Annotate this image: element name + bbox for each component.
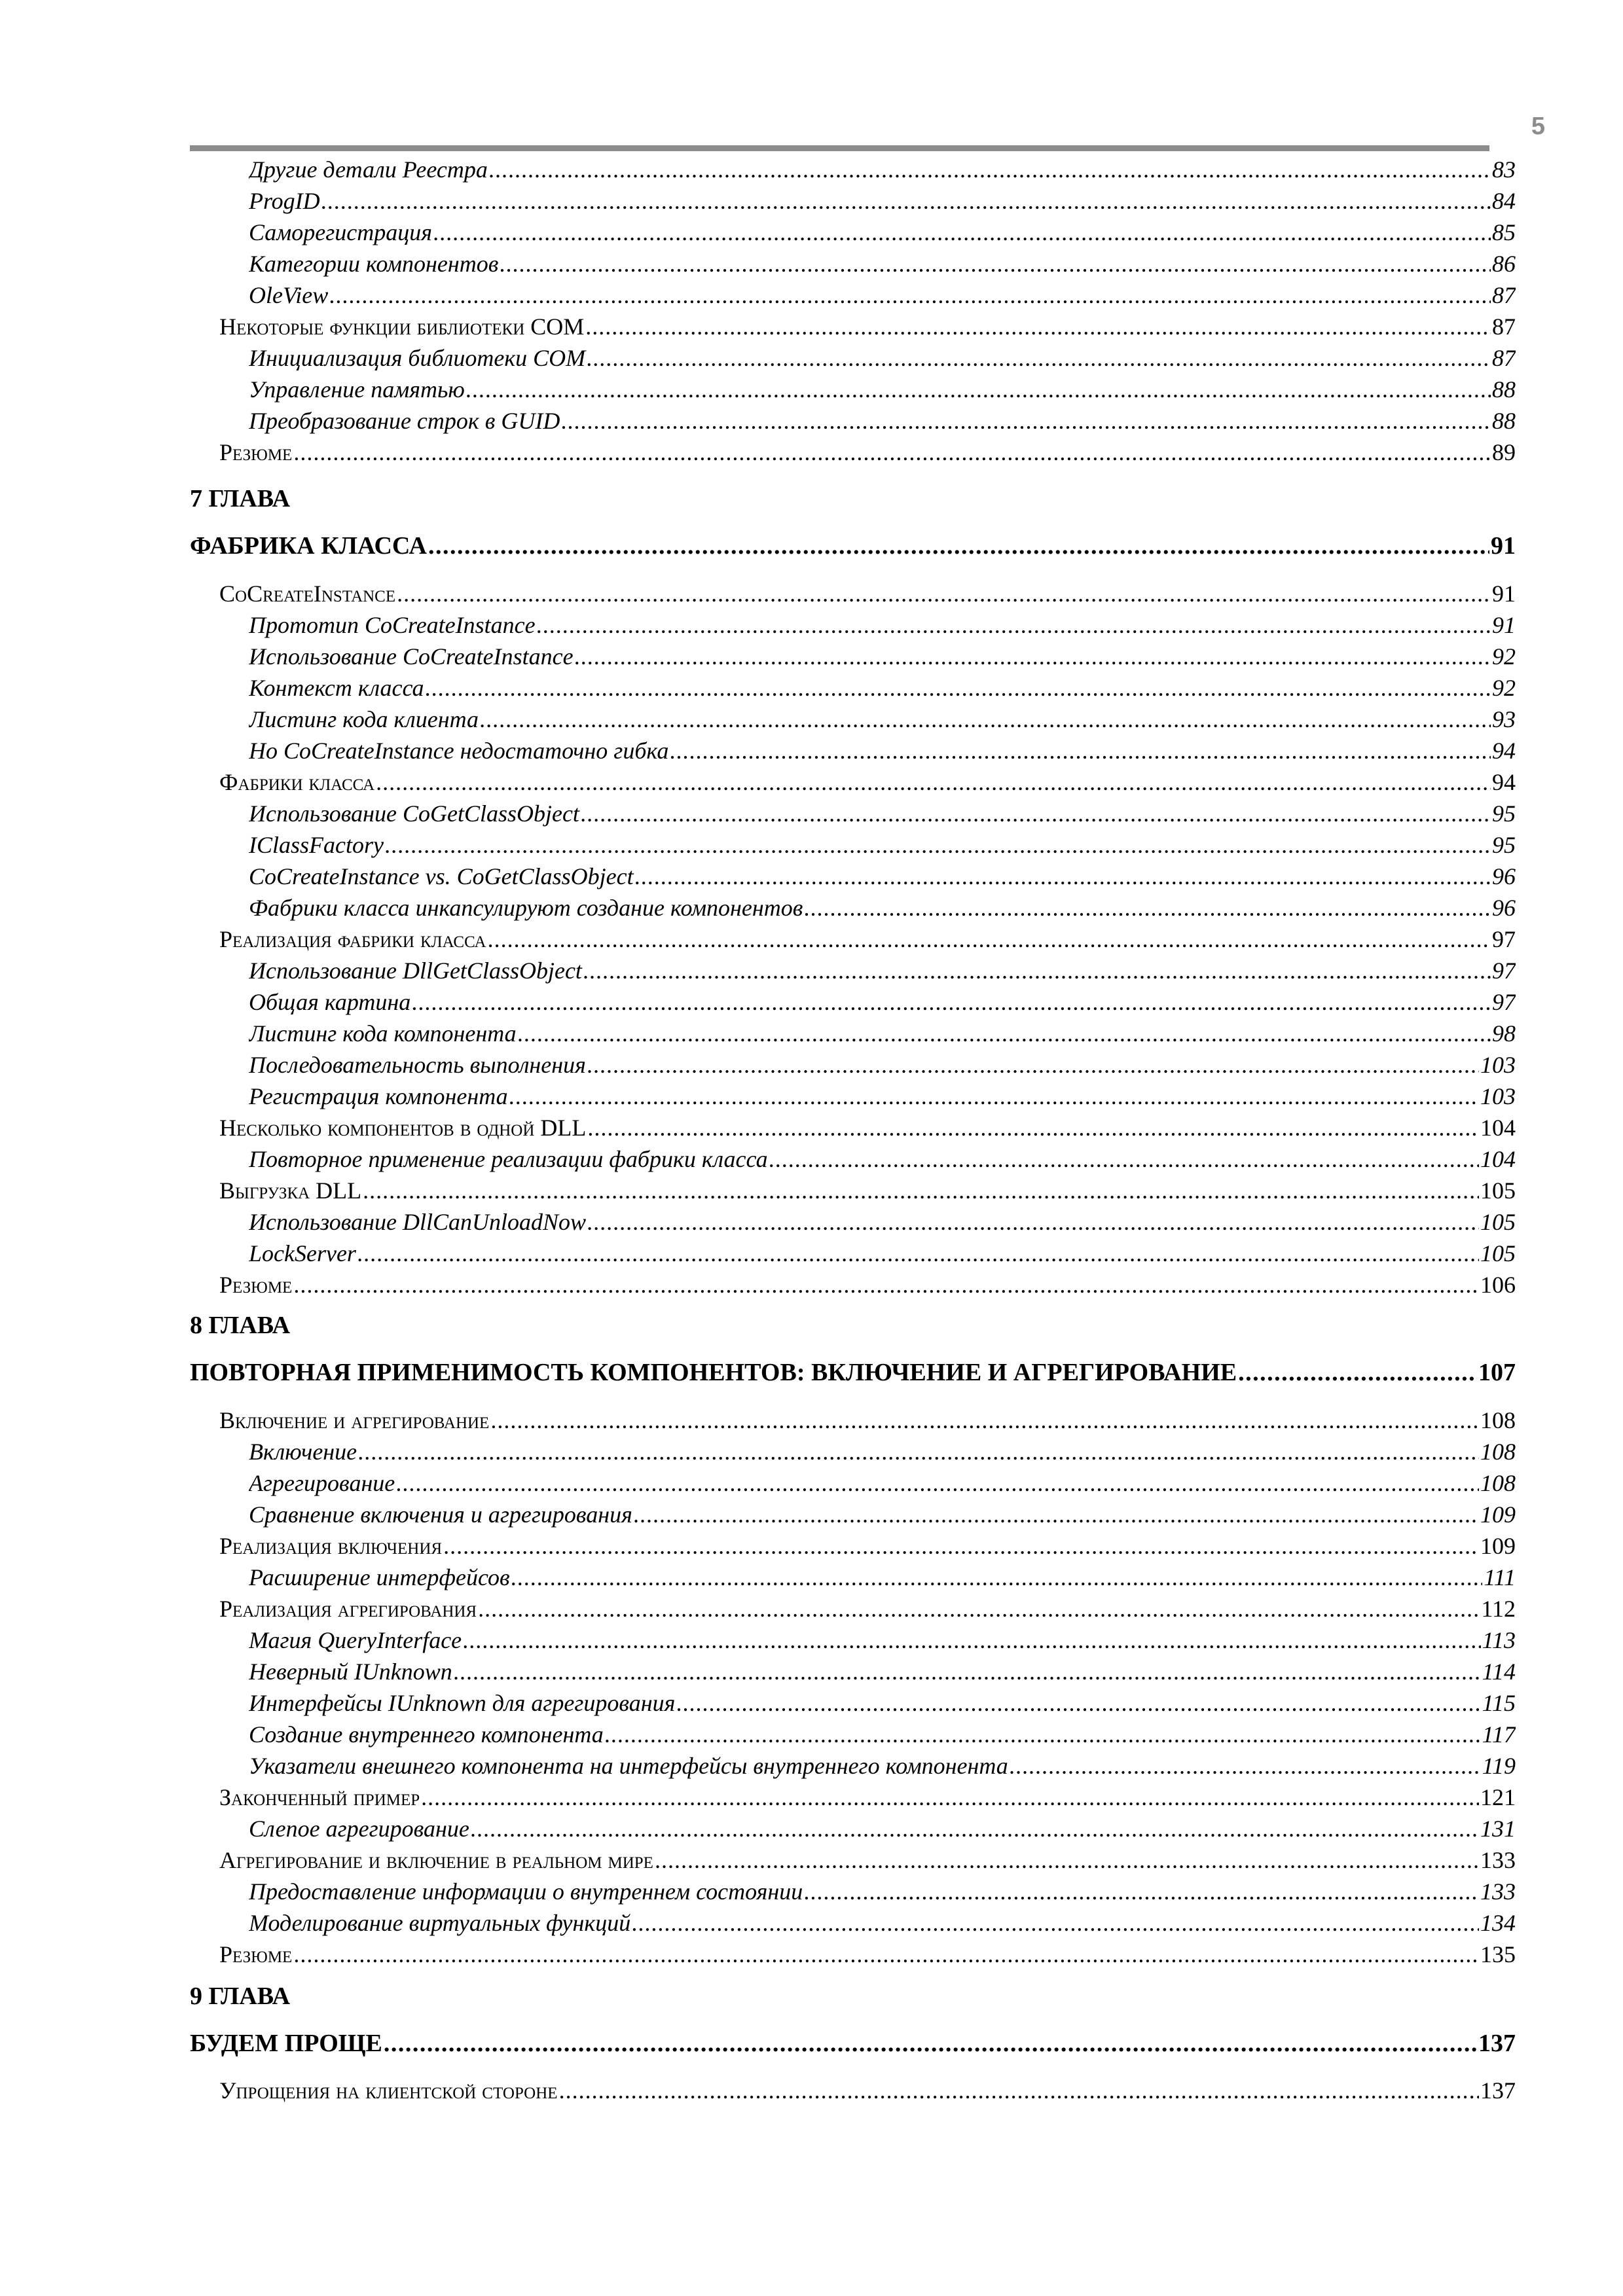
toc-entry[interactable] (249, 1720, 1516, 1749)
toc-entry-page: 105 (1480, 1209, 1516, 1235)
leader-dots (293, 1940, 1479, 1969)
leader-dots (357, 1239, 1479, 1268)
toc-entry-page: 113 (1482, 1627, 1516, 1653)
toc-entry-title: Некоторые функции библиотеки COM (219, 314, 585, 340)
toc-entry-page: 103 (1480, 1083, 1516, 1109)
toc-entry-page: 97 (1492, 989, 1516, 1015)
leader-dots (480, 705, 1491, 734)
leader-dots (397, 579, 1491, 608)
toc-entry-page: 115 (1482, 1690, 1516, 1716)
toc-entry[interactable] (249, 155, 1516, 184)
toc-entry-title: Указатели внешнего компонента на интерфейсы внутреннего компонента (249, 1753, 1008, 1779)
toc-entry[interactable] (249, 1500, 1516, 1529)
toc-entry[interactable] (249, 1469, 1516, 1498)
toc-entry-title: Выгрузка DLL (219, 1177, 362, 1204)
leader-dots (321, 187, 1491, 215)
toc-entry-page: 105 (1480, 1240, 1516, 1266)
toc-entry-page: 92 (1492, 675, 1516, 701)
leader-dots (358, 1437, 1479, 1466)
toc-entry[interactable] (219, 1532, 1516, 1560)
leader-dots (293, 1270, 1479, 1299)
leader-dots (655, 1846, 1479, 1874)
toc-entry-title: ProgID (249, 188, 320, 214)
toc-entry[interactable] (219, 1783, 1516, 1812)
toc-entry-title: Интерфейсы IUnknown для агрегирования (249, 1690, 676, 1716)
leader-dots (605, 1720, 1481, 1749)
toc-entry-page: 108 (1480, 1407, 1516, 1433)
toc-entry[interactable] (249, 281, 1516, 310)
toc-entry[interactable] (249, 1208, 1516, 1236)
leader-dots (426, 673, 1491, 702)
toc-entry[interactable] (249, 705, 1516, 734)
toc-entry-page: 94 (1492, 769, 1516, 795)
toc-entry-title: Регистрация компонента (249, 1083, 508, 1109)
leader-dots (384, 2029, 1477, 2058)
toc-entry-title: Инициализация библиотеки COM (249, 345, 586, 371)
leader-dots (804, 893, 1491, 922)
leader-dots (509, 1082, 1479, 1111)
toc-entry[interactable] (249, 187, 1516, 215)
toc-entry[interactable] (249, 218, 1516, 247)
toc-entry[interactable] (249, 1437, 1516, 1466)
toc-entry-page: 85 (1492, 219, 1516, 245)
leader-dots (632, 1909, 1479, 1937)
toc-entry[interactable] (249, 642, 1516, 671)
toc-entry-page: 134 (1480, 1910, 1516, 1936)
toc-entry[interactable] (219, 1940, 1516, 1969)
toc-entry-page: 112 (1481, 1596, 1516, 1622)
toc-entry-title: Листинг кода клиента (249, 706, 479, 732)
toc-entry[interactable] (219, 768, 1516, 797)
toc-entry-title: Расширение интерфейсов (249, 1564, 510, 1590)
leader-dots (575, 642, 1491, 671)
toc-entry-title: Общая картина (249, 989, 411, 1015)
toc-entry-page: 91 (1492, 612, 1516, 638)
toc-entry-page: 107 (1478, 1359, 1516, 1386)
leader-dots (804, 1877, 1479, 1906)
toc-entry[interactable] (249, 1563, 1516, 1592)
leader-dots (581, 799, 1491, 828)
toc-entry-title: Включение и агрегирование (219, 1407, 490, 1433)
toc-entry-page: 87 (1492, 345, 1516, 371)
toc-entry[interactable] (219, 1406, 1516, 1435)
toc-entry-page: 119 (1482, 1753, 1516, 1779)
chapter-label: 8 ГЛАВА (190, 1312, 291, 1339)
toc-entry-title: Управление памятью (249, 376, 465, 403)
leader-dots (585, 312, 1491, 341)
toc-entry[interactable] (249, 736, 1516, 765)
toc-entry-page: 109 (1480, 1533, 1516, 1559)
toc-entry-page: 111 (1484, 1564, 1516, 1590)
leader-dots (478, 1594, 1480, 1623)
toc-entry[interactable] (249, 1050, 1516, 1079)
toc-entry-title: Сравнение включения и агрегирования (249, 1501, 632, 1528)
leader-dots (488, 925, 1491, 954)
toc-entry-page: 131 (1480, 1816, 1516, 1842)
toc-entry[interactable] (249, 1657, 1516, 1686)
toc-entry-page: 109 (1480, 1501, 1516, 1528)
leader-dots (443, 1532, 1479, 1560)
toc-entry[interactable] (249, 1082, 1516, 1111)
leader-dots (490, 1406, 1479, 1435)
toc-entry-title: CoCreateInstance (219, 581, 396, 607)
toc-entry-page: 83 (1492, 156, 1516, 183)
toc-entry-title: Использование CoGetClassObject (249, 800, 579, 827)
toc-entry-title: Резюме (219, 1941, 293, 1967)
toc-entry-title: Законченный пример (219, 1784, 420, 1810)
toc-entry-title: ФАБРИКА КЛАССА (190, 532, 427, 560)
toc-entry-page: 84 (1492, 188, 1516, 214)
toc-entry[interactable] (249, 1751, 1516, 1780)
leader-dots (363, 1176, 1479, 1205)
toc-entry-page: 108 (1480, 1470, 1516, 1496)
toc-entry[interactable] (249, 862, 1516, 891)
leader-dots (634, 1500, 1479, 1529)
toc-entry[interactable] (219, 312, 1516, 341)
toc-entry-title: Резюме (219, 439, 293, 465)
toc-entry-page: 97 (1492, 926, 1516, 952)
toc-entry[interactable] (249, 1239, 1516, 1268)
toc-entry-page: 91 (1491, 532, 1516, 560)
toc-entry-title: Магия QueryInterface (249, 1627, 462, 1653)
leader-dots (587, 1113, 1479, 1142)
chapter-label: 7 ГЛАВА (190, 485, 291, 512)
toc-entry-page: 105 (1480, 1177, 1516, 1204)
toc-entry-title: Агрегирование (249, 1470, 395, 1496)
toc-entry-page: 96 (1492, 895, 1516, 921)
chapter-title[interactable] (190, 2029, 1516, 2058)
leader-dots (376, 768, 1491, 797)
toc-entry-title: БУДЕМ ПРОЩЕ (190, 2030, 382, 2057)
toc-entry[interactable] (249, 344, 1516, 372)
leader-dots (511, 1563, 1483, 1592)
leader-dots (385, 831, 1491, 859)
toc-entry[interactable] (249, 1814, 1516, 1843)
toc-entry-title: Реализация включения (219, 1533, 443, 1559)
leader-dots (559, 2076, 1479, 2105)
toc-entry-title: CoCreateInstance vs. CoGetClassObject (249, 863, 634, 889)
toc-entry-page: 96 (1492, 863, 1516, 889)
toc-entry-page: 98 (1492, 1020, 1516, 1047)
leader-dots (421, 1783, 1479, 1812)
toc-entry[interactable] (219, 1594, 1516, 1623)
toc-entry-title: Включение (249, 1439, 357, 1465)
toc-entry-title: LockServer (249, 1240, 356, 1266)
toc-entry-page: 135 (1480, 1941, 1516, 1967)
toc-entry-title: Использование DllCanUnloadNow (249, 1209, 586, 1235)
leader-dots (670, 736, 1491, 765)
toc-entry-title: Слепое агрегирование (249, 1816, 469, 1842)
leader-dots (500, 249, 1491, 278)
toc-entry[interactable] (249, 1019, 1516, 1048)
toc-entry-title: Создание внутреннего компонента (249, 1721, 604, 1748)
toc-entry[interactable] (249, 406, 1516, 435)
leader-dots (635, 862, 1491, 891)
leader-dots (489, 155, 1491, 184)
toc-entry-page: 93 (1492, 706, 1516, 732)
toc-entry-page: 133 (1480, 1878, 1516, 1905)
chapter-title[interactable] (190, 531, 1516, 560)
toc-entry-title: Преобразование строк в GUID (249, 408, 560, 434)
toc-entry[interactable] (249, 893, 1516, 922)
leader-dots (537, 611, 1491, 639)
toc-entry-title: Категории компонентов (249, 251, 499, 277)
toc-entry-page: 104 (1480, 1146, 1516, 1172)
leader-dots (676, 1689, 1480, 1717)
toc-entry-page: 95 (1492, 800, 1516, 827)
toc-entry-title: Саморегистрация (249, 219, 432, 245)
toc-entry-page: 103 (1480, 1052, 1516, 1078)
leader-dots (293, 438, 1491, 467)
toc-entry[interactable] (219, 438, 1516, 467)
toc-entry-title: Фабрики класса (219, 769, 375, 795)
toc-entry[interactable] (249, 799, 1516, 828)
leader-dots (561, 406, 1491, 435)
toc-entry[interactable] (249, 1909, 1516, 1937)
toc-entry[interactable] (249, 831, 1516, 859)
toc-entry-page: 108 (1480, 1439, 1516, 1465)
toc-entry-title: Предоставление информации о внутреннем состоянии (249, 1878, 803, 1905)
leader-dots (518, 1019, 1491, 1048)
toc-entry-title: Несколько компонентов в одной DLL (219, 1115, 587, 1141)
toc-entry-page: 88 (1492, 408, 1516, 434)
leader-dots (466, 375, 1491, 404)
toc-entry-page: 133 (1480, 1847, 1516, 1873)
toc-entry-title: Реализация агрегирования (219, 1596, 477, 1622)
toc-entry[interactable] (219, 1846, 1516, 1874)
toc-entry-page: 89 (1492, 439, 1516, 465)
toc-entry[interactable] (249, 956, 1516, 985)
toc-entry-title: Другие детали Реестра (249, 156, 488, 183)
leader-dots (587, 344, 1491, 372)
leader-dots (396, 1469, 1479, 1498)
toc-entry-page: 137 (1480, 2077, 1516, 2104)
leader-dots (769, 1145, 1479, 1174)
toc-entry-title: IClassFactory (249, 832, 384, 858)
leader-dots (463, 1626, 1481, 1655)
toc-entry-title: Листинг кода компонента (249, 1020, 517, 1047)
toc-entry-page: 91 (1492, 581, 1516, 607)
toc-entry-title: Последовательность выполнения (249, 1052, 586, 1078)
toc-entry-page: 121 (1480, 1784, 1516, 1810)
toc-entry-page: 87 (1492, 282, 1516, 308)
toc-entry[interactable] (249, 249, 1516, 278)
leader-dots (587, 1208, 1479, 1236)
toc-entry-title: Прототип CoCreateInstance (249, 612, 536, 638)
toc-entry-title: Упрощения на клиентской стороне (219, 2077, 558, 2104)
toc-entry-title: Моделирование виртуальных функций (249, 1910, 631, 1936)
leader-dots (412, 988, 1491, 1016)
page-number: 5 (1531, 113, 1545, 140)
leader-dots (329, 281, 1491, 310)
toc-entry-page: 137 (1478, 2030, 1516, 2057)
toc-entry-title: Неверный IUnknown (249, 1659, 452, 1685)
toc-entry-title: Использование CoCreateInstance (249, 643, 574, 670)
chapter-label: 9 ГЛАВА (190, 1982, 291, 2010)
leader-dots (471, 1814, 1479, 1843)
leader-dots (454, 1657, 1481, 1686)
leader-dots (428, 531, 1489, 560)
toc-entry-page: 94 (1492, 738, 1516, 764)
leader-dots (1238, 1358, 1477, 1387)
toc-entry-title: Фабрики класса инкапсулируют создание компонентов (249, 895, 803, 921)
toc-entry-title: Резюме (219, 1272, 293, 1298)
toc-entry[interactable] (249, 1145, 1516, 1174)
toc-entry-page: 117 (1482, 1721, 1516, 1748)
toc-entry[interactable] (249, 673, 1516, 702)
toc-entry[interactable] (249, 1689, 1516, 1717)
toc-entry-page: 88 (1492, 376, 1516, 403)
toc-entry-page: 87 (1492, 314, 1516, 340)
toc-entry[interactable] (219, 1176, 1516, 1205)
toc-entry[interactable] (219, 1113, 1516, 1142)
toc-entry-page: 106 (1480, 1272, 1516, 1298)
toc-entry-title: Реализация фабрики класса (219, 926, 486, 952)
toc-entry[interactable] (219, 925, 1516, 954)
toc-entry[interactable] (249, 611, 1516, 639)
toc-entry[interactable] (219, 1270, 1516, 1299)
toc-entry[interactable] (249, 988, 1516, 1016)
toc-entry-title: OleView (249, 282, 329, 308)
toc-entry[interactable] (219, 579, 1516, 608)
toc-entry-title: Контекст класса (249, 675, 424, 701)
toc-entry-title: Агрегирование и включение в реальном мире (219, 1847, 653, 1873)
toc-entry-page: 95 (1492, 832, 1516, 858)
header-rule (190, 145, 1489, 151)
toc-entry-page: 114 (1482, 1659, 1516, 1685)
toc-entry-page: 86 (1492, 251, 1516, 277)
toc-entry-title: Но CoCreateInstance недостаточно гибка (249, 738, 669, 764)
toc-entry-title: Повторное применение реализации фабрики класса (249, 1146, 768, 1172)
toc-entry-title: Использование DllGetClassObject (249, 958, 582, 984)
toc-entry[interactable] (249, 1877, 1516, 1906)
leader-dots (587, 1050, 1479, 1079)
toc-entry[interactable] (219, 2076, 1516, 2105)
toc-entry[interactable] (249, 375, 1516, 404)
toc-entry-title: ПОВТОРНАЯ ПРИМЕНИМОСТЬ КОМПОНЕНТОВ: ВКЛЮЧЕНИЕ И АГРЕГИРОВАНИЕ (190, 1359, 1237, 1386)
toc-entry-page: 97 (1492, 958, 1516, 984)
toc-entry-page: 92 (1492, 643, 1516, 670)
leader-dots (433, 218, 1491, 247)
leader-dots (583, 956, 1491, 985)
toc-entry-page: 104 (1480, 1115, 1516, 1141)
chapter-title[interactable] (190, 1358, 1516, 1387)
toc-entry[interactable] (249, 1626, 1516, 1655)
leader-dots (1010, 1751, 1481, 1780)
